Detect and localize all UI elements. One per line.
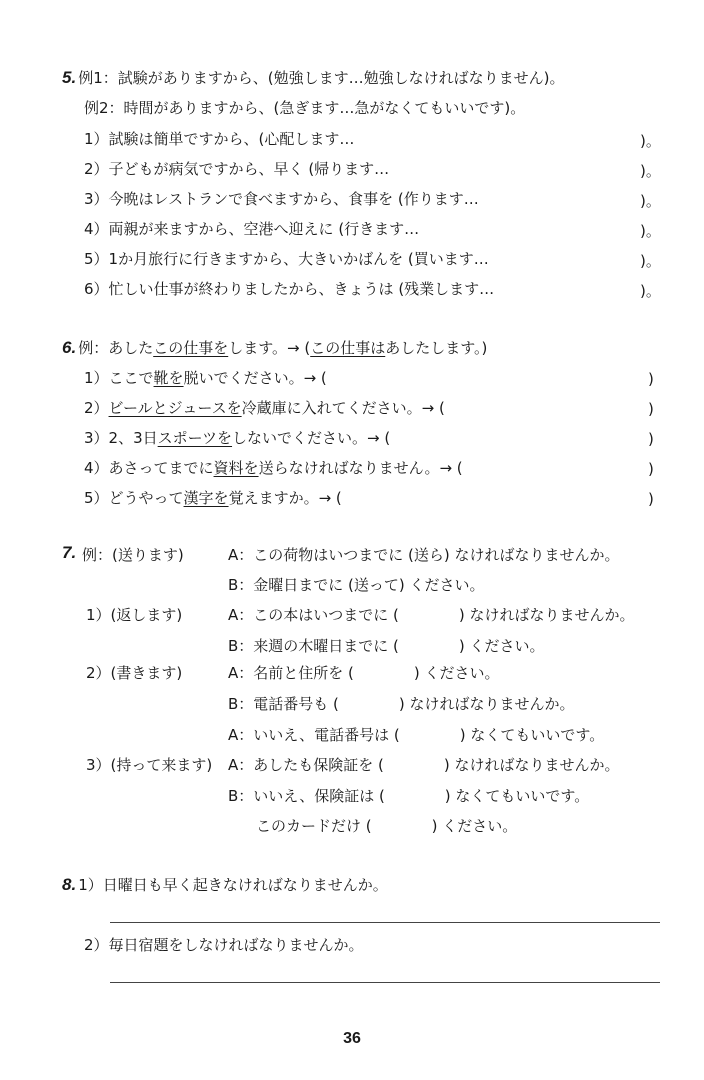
s7-row-5: B：電話番号も ( ) なければなりませんか。 xyxy=(228,695,575,713)
s6-item-1-close: ) xyxy=(648,370,654,388)
s6-item-4-close: ) xyxy=(648,460,654,478)
s5-example-1: 5. 例1：試験がありますから、(勉強します…勉強しなければなりません)。 xyxy=(62,68,565,87)
s8-item-1: 8. 1）日曜日も早く起きなければなりませんか。 xyxy=(62,875,388,894)
s6-item-1: 1）ここで靴を脱いでください。→ ( xyxy=(84,369,327,387)
s6-item-3-close: ) xyxy=(648,430,654,448)
s5-item-1-close: )。 xyxy=(640,132,661,150)
s7-row-7: A：あしたも保険証を ( ) なければなりませんか。 xyxy=(228,756,620,774)
s7-row-4: A：名前と住所を ( ) ください。 xyxy=(228,664,500,682)
s7-row-8: B：いいえ、保険証は ( ) なくてもいいです。 xyxy=(228,787,590,805)
s6-item-4: 4）あさってまでに資料を送らなければなりません。→ ( xyxy=(84,459,463,477)
s5-item-2-close: )。 xyxy=(640,162,661,180)
s5-item-3: 3）今晩はレストランで食べますから、食事を (作ります… xyxy=(84,190,479,208)
s7-label-2: 2）(書きます) xyxy=(86,664,183,682)
s7-label-1: 1）(返します) xyxy=(86,606,183,624)
s6-item-3: 3）2、3日スポーツをしないでください。→ ( xyxy=(84,429,391,447)
s6-item-2: 2）ビールとジュースを冷蔵庫に入れてください。→ ( xyxy=(84,399,445,417)
s7-row-2: A：この本はいつまでに ( ) なければなりませんか。 xyxy=(228,606,635,624)
s5-item-4: 4）両親が来ますから、空港へ迎えに (行きます… xyxy=(84,220,420,238)
s5-item-1: 1）試験は簡単ですから、(心配します… xyxy=(84,130,355,148)
section-8-number: 8. xyxy=(62,875,77,894)
s6-item-2-close: ) xyxy=(648,400,654,418)
s7-row-6: A：いいえ、電話番号は ( ) なくてもいいです。 xyxy=(228,726,605,744)
s7-label-example: 例：(送ります) xyxy=(82,546,184,564)
s8-answer-line-2 xyxy=(110,982,660,983)
s6-example: 6. 例：あしたこの仕事をします。→ (この仕事はあしたします。) xyxy=(62,338,488,357)
s6-item-5-close: ) xyxy=(648,490,654,508)
section-6-number: 6. xyxy=(62,338,77,357)
s5-item-5: 5）1か月旅行に行きますから、大きいかばんを (買います… xyxy=(84,250,489,268)
s5-item-3-close: )。 xyxy=(640,192,661,210)
s5-item-5-close: )。 xyxy=(640,252,661,270)
page-number: 36 xyxy=(343,1030,361,1047)
s8-answer-line-1 xyxy=(110,922,660,923)
s7-row-0: A：この荷物はいつまでに (送ら) なければなりませんか。 xyxy=(228,546,620,564)
s5-item-6-close: )。 xyxy=(640,282,661,300)
s5-item-4-close: )。 xyxy=(640,222,661,240)
s7-row-1: B：金曜日までに (送って) ください。 xyxy=(228,576,485,594)
section-5-number: 5. xyxy=(62,68,77,87)
s5-item-2: 2）子どもが病気ですから、早く (帰ります… xyxy=(84,160,390,178)
s8-item-2: 2）毎日宿題をしなければなりませんか。 xyxy=(84,936,364,954)
s5-item-6: 6）忙しい仕事が終わりましたから、きょうは (残業します… xyxy=(84,280,495,298)
s6-item-5: 5）どうやって漢字を覚えますか。→ ( xyxy=(84,489,342,507)
s7-row-9: このカードだけ ( ) ください。 xyxy=(256,817,518,835)
s7-label-3: 3）(持って来ます) xyxy=(86,756,213,774)
s7-row-3: B：来週の木曜日までに ( ) ください。 xyxy=(228,637,545,655)
section-7-number: 7. xyxy=(62,543,77,562)
s5-example-2: 例2：時間がありますから、(急ぎます…急がなくてもいいです)。 xyxy=(84,99,526,117)
